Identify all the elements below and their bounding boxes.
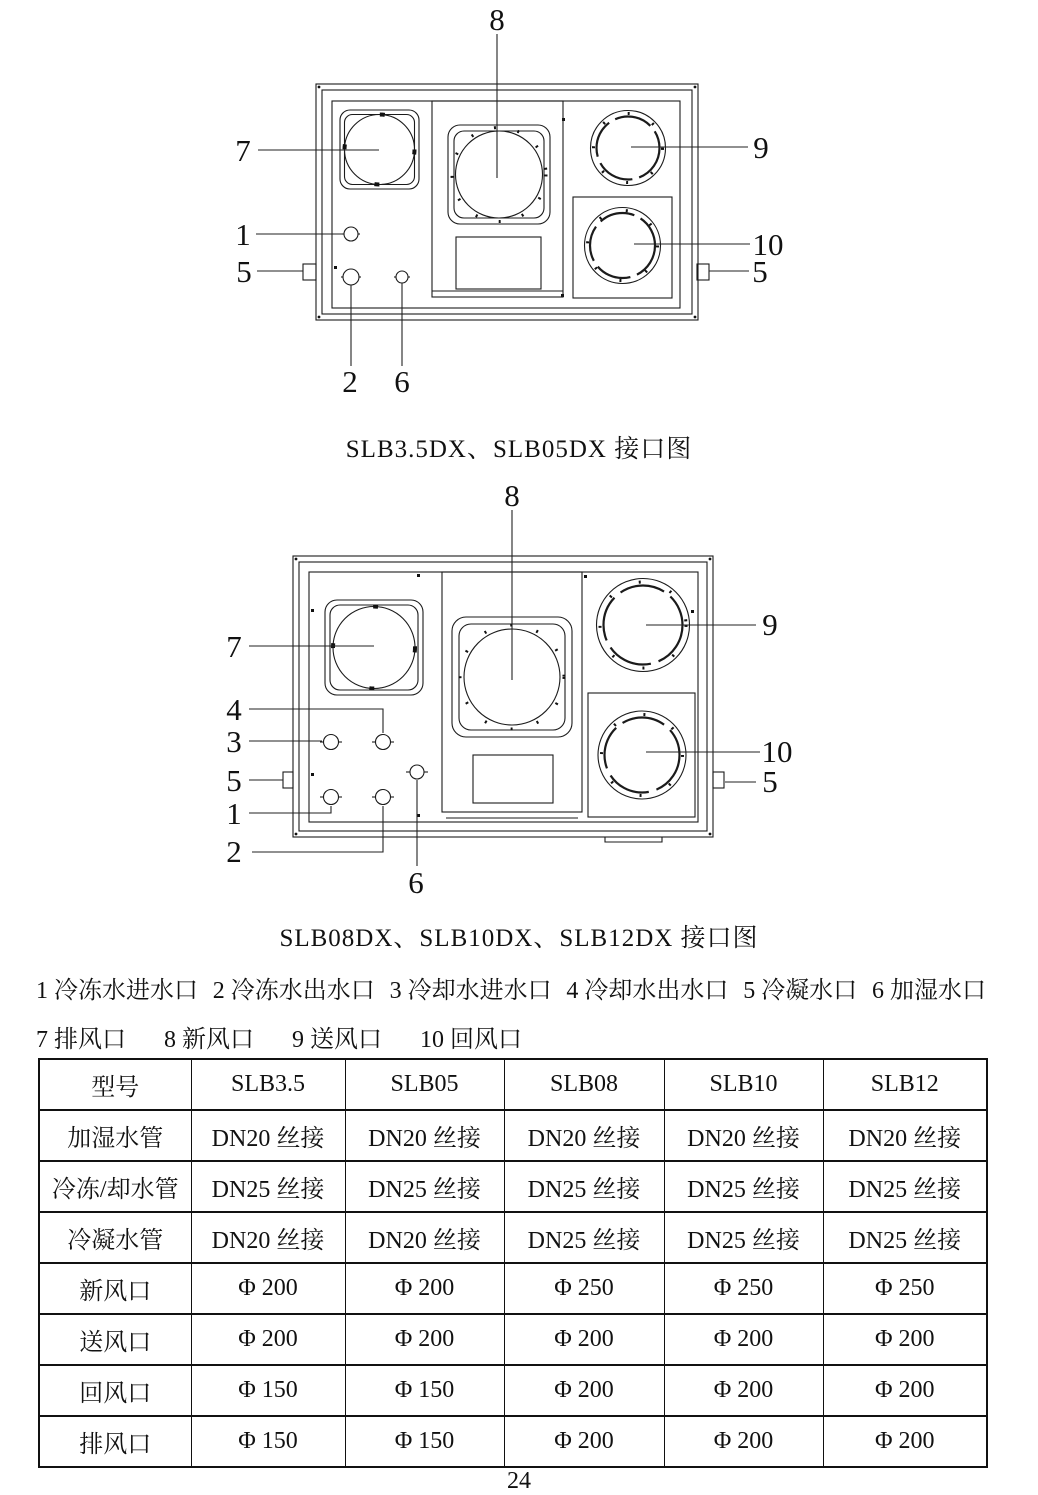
table-cell: DN20 丝接 bbox=[345, 1212, 504, 1263]
callout-4: 4 bbox=[226, 692, 242, 727]
supply-air-opening-9 bbox=[591, 111, 666, 186]
fresh-air-opening-8 bbox=[448, 125, 550, 224]
legend-line-2 bbox=[36, 1019, 986, 1054]
callout-5-left: 5 bbox=[236, 254, 252, 289]
table-row bbox=[39, 1314, 987, 1365]
table-header-cell: SLB10 bbox=[664, 1059, 823, 1110]
table-row bbox=[39, 1110, 987, 1161]
table-cell: DN25 丝接 bbox=[504, 1161, 664, 1212]
chilled-water-inlet-1 bbox=[320, 790, 342, 805]
table-cell: DN25 丝接 bbox=[191, 1161, 345, 1212]
legend-item: 2 冷冻水出水口 bbox=[212, 978, 375, 1004]
callout-5-right: 5 bbox=[752, 254, 768, 289]
table-cell: Φ 200 bbox=[504, 1365, 664, 1416]
table-cell: Φ 200 bbox=[664, 1314, 823, 1365]
diagram2-caption: SLB08DX、SLB10DX、SLB12DX 接口图 bbox=[279, 925, 759, 952]
nameplate bbox=[473, 755, 553, 803]
callout-1: 1 bbox=[226, 796, 242, 831]
table-cell: DN20 丝接 bbox=[345, 1110, 504, 1161]
row-label-cell: 新风口 bbox=[39, 1263, 191, 1314]
table-cell: DN20 丝接 bbox=[191, 1110, 345, 1161]
spec-table bbox=[38, 1058, 988, 1468]
interface-diagram-slb08-10-12 bbox=[210, 480, 810, 900]
table-cell: Φ 200 bbox=[345, 1263, 504, 1314]
chilled-water-inlet-1 bbox=[342, 227, 360, 241]
row-label-cell: 冷凝水管 bbox=[39, 1212, 191, 1263]
humidifier-water-port-6 bbox=[394, 271, 410, 283]
callout-9: 9 bbox=[753, 130, 769, 165]
table-cell: Φ 250 bbox=[823, 1263, 987, 1314]
table-cell: Φ 200 bbox=[345, 1314, 504, 1365]
legend-item: 4 冷却水出水口 bbox=[566, 978, 729, 1004]
page-number: 24 bbox=[507, 1468, 531, 1494]
table-header-cell: SLB3.5 bbox=[191, 1059, 345, 1110]
table-header-cell: SLB05 bbox=[345, 1059, 504, 1110]
table-cell: Φ 250 bbox=[664, 1263, 823, 1314]
exhaust-air-opening-7 bbox=[325, 600, 423, 695]
condensate-port-right-5 bbox=[697, 264, 709, 280]
legend-item: 5 冷凝水口 bbox=[743, 978, 858, 1004]
callout-6: 6 bbox=[408, 865, 424, 900]
table-cell: Φ 250 bbox=[504, 1263, 664, 1314]
nameplate bbox=[456, 237, 541, 289]
row-label-cell: 加湿水管 bbox=[39, 1110, 191, 1161]
callout-5-left: 5 bbox=[226, 763, 242, 798]
table-header-cell: SLB12 bbox=[823, 1059, 987, 1110]
callout-2: 2 bbox=[226, 834, 242, 869]
return-air-opening-10 bbox=[573, 197, 672, 298]
callout-9: 9 bbox=[762, 607, 778, 642]
interface-diagram-slb35-slb05 bbox=[230, 0, 790, 400]
table-row bbox=[39, 1161, 987, 1212]
legend-item: 3 冷却水进水口 bbox=[389, 978, 552, 1004]
table-cell: DN20 丝接 bbox=[664, 1110, 823, 1161]
callout-5-right: 5 bbox=[762, 764, 778, 799]
return-air-opening-10 bbox=[588, 693, 695, 817]
callout-numbers bbox=[235, 2, 783, 399]
callout-8: 8 bbox=[504, 478, 520, 513]
table-cell: Φ 150 bbox=[345, 1365, 504, 1416]
table-cell: Φ 150 bbox=[345, 1416, 504, 1467]
table-header-cell: 型号 bbox=[39, 1059, 191, 1110]
table-cell: DN25 丝接 bbox=[664, 1212, 823, 1263]
condensate-port-left-5 bbox=[303, 264, 316, 280]
cooling-water-inlet-3 bbox=[320, 735, 342, 750]
table-cell: Φ 150 bbox=[191, 1416, 345, 1467]
table-cell: Φ 200 bbox=[823, 1416, 987, 1467]
table-header-row bbox=[39, 1059, 987, 1110]
legend-item: 8 新风口 bbox=[164, 1027, 254, 1053]
table-cell: DN20 丝接 bbox=[504, 1110, 664, 1161]
humidifier-water-port-6 bbox=[406, 765, 428, 779]
legend-item: 1 冷冻水进水口 bbox=[36, 978, 198, 1004]
legend-item: 10 回风口 bbox=[420, 1027, 522, 1053]
condensate-port-right-5 bbox=[713, 772, 724, 788]
table-row bbox=[39, 1212, 987, 1263]
callout-10: 10 bbox=[761, 734, 793, 769]
table-cell: Φ 200 bbox=[504, 1314, 664, 1365]
callout-1: 1 bbox=[235, 217, 251, 252]
callout-10: 10 bbox=[752, 227, 784, 262]
table-cell: Φ 150 bbox=[191, 1365, 345, 1416]
table-cell: DN20 丝接 bbox=[191, 1212, 345, 1263]
callout-6: 6 bbox=[394, 364, 410, 399]
table-header-cell: SLB08 bbox=[504, 1059, 664, 1110]
table-cell: Φ 200 bbox=[823, 1365, 987, 1416]
table-cell: DN25 丝接 bbox=[664, 1161, 823, 1212]
table-cell: DN25 丝接 bbox=[823, 1161, 987, 1212]
unit-frame bbox=[293, 556, 713, 842]
legend-item: 6 加湿水口 bbox=[871, 978, 986, 1004]
callout-3: 3 bbox=[226, 724, 242, 759]
table-cell: Φ 200 bbox=[664, 1365, 823, 1416]
table-row bbox=[39, 1365, 987, 1416]
table-cell: Φ 200 bbox=[191, 1263, 345, 1314]
diagram1-caption: SLB3.5DX、SLB05DX 接口图 bbox=[345, 436, 693, 463]
table-cell: Φ 200 bbox=[191, 1314, 345, 1365]
callout-2: 2 bbox=[342, 364, 358, 399]
table-cell: DN25 丝接 bbox=[345, 1161, 504, 1212]
row-label-cell: 回风口 bbox=[39, 1365, 191, 1416]
table-row bbox=[39, 1263, 987, 1314]
callout-7: 7 bbox=[226, 629, 242, 664]
row-label-cell: 排风口 bbox=[39, 1416, 191, 1467]
legend-item: 7 排风口 bbox=[36, 1027, 126, 1053]
row-label-cell: 冷冻/却水管 bbox=[39, 1161, 191, 1212]
table-row bbox=[39, 1416, 987, 1467]
table-cell: DN20 丝接 bbox=[823, 1110, 987, 1161]
legend-item: 9 送风口 bbox=[292, 1027, 382, 1053]
table-cell: Φ 200 bbox=[504, 1416, 664, 1467]
row-label-cell: 送风口 bbox=[39, 1314, 191, 1365]
callout-7: 7 bbox=[235, 133, 251, 168]
table-cell: DN25 丝接 bbox=[823, 1212, 987, 1263]
cooling-water-outlet-4 bbox=[372, 735, 394, 750]
chilled-water-outlet-2 bbox=[372, 790, 394, 805]
callout-8: 8 bbox=[489, 2, 505, 37]
legend-line-1 bbox=[36, 970, 986, 1005]
table-cell: Φ 200 bbox=[823, 1314, 987, 1365]
table-cell: DN25 丝接 bbox=[504, 1212, 664, 1263]
table-cell: Φ 200 bbox=[664, 1416, 823, 1467]
condensate-port-left-5 bbox=[283, 772, 293, 788]
chilled-water-outlet-2 bbox=[341, 269, 361, 285]
